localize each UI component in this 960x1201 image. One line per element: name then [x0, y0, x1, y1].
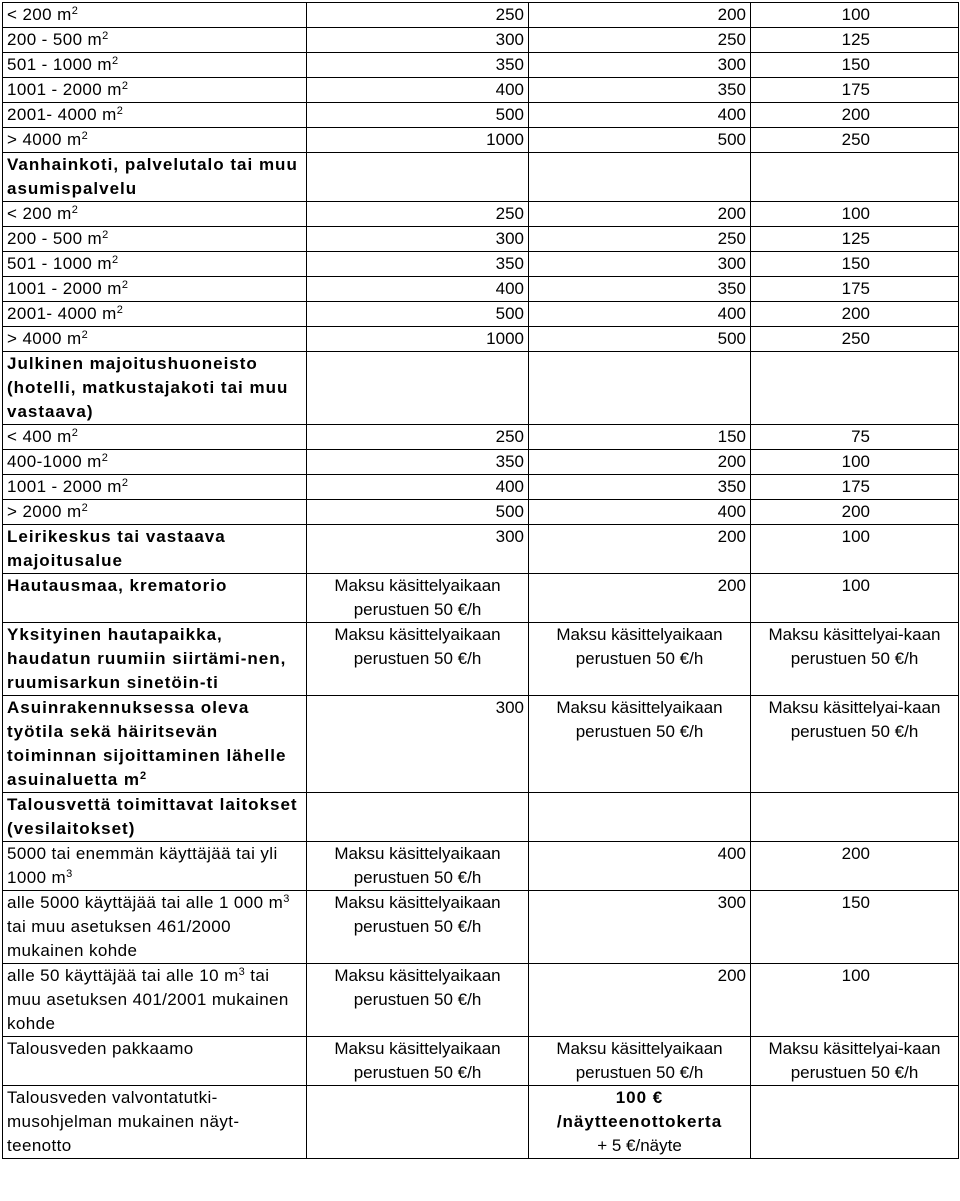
- row-label-text: Leirikeskus tai vastaava majoitusalue: [7, 527, 226, 570]
- fee-cell-col-1: [307, 1086, 529, 1159]
- table-row: [3, 793, 959, 842]
- row-label-text: 2001- 4000 m: [7, 304, 117, 323]
- fee-cell-col-2: Maksu käsittelyaikaan perustuen 50 €/h: [529, 623, 751, 696]
- fee-cell-col-2: [529, 153, 751, 202]
- row-label-text: 1001 - 2000 m: [7, 80, 122, 99]
- table-row: [3, 202, 959, 227]
- unit-exponent: 2: [140, 770, 148, 782]
- fee-cell-col-1: 350: [307, 450, 529, 475]
- row-label: [3, 53, 307, 78]
- fee-cell-col-3: 100: [751, 3, 959, 28]
- table-row: [3, 964, 959, 1037]
- fee-cell-col-1: 400: [307, 475, 529, 500]
- row-label-text: Asuinrakennuksessa oleva työtila sekä häiritsevän toiminnan sijoittaminen lähelle asuinaluetta m: [7, 698, 287, 789]
- row-label: [3, 302, 307, 327]
- fee-cell-col-2: 350: [529, 277, 751, 302]
- row-label: [3, 475, 307, 500]
- fee-cell-col-3: [751, 352, 959, 425]
- fee-cell-col-1: Maksu käsittelyaikaan perustuen 50 €/h: [307, 842, 529, 891]
- unit-exponent: 2: [121, 477, 129, 489]
- table-row: [3, 425, 959, 450]
- fee-cell-col-3: 100: [751, 525, 959, 574]
- fee-cell-col-3: 100: [751, 964, 959, 1037]
- table-row: [3, 128, 959, 153]
- table-row: [3, 103, 959, 128]
- fee-cell-col-2: 250: [529, 28, 751, 53]
- row-label: [3, 252, 307, 277]
- row-label: [3, 327, 307, 352]
- unit-exponent: 2: [102, 30, 109, 42]
- table-row: [3, 153, 959, 202]
- row-label-text: Julkinen majoitushuoneisto (hotelli, matkustajakoti tai muu vastaava): [7, 354, 289, 421]
- row-label: [3, 128, 307, 153]
- unit-exponent: 2: [111, 254, 119, 266]
- fee-cell-col-2: 400: [529, 500, 751, 525]
- fee-cell-col-1: Maksu käsittelyaikaan perustuen 50 €/h: [307, 574, 529, 623]
- fee-cell-col-2: 350: [529, 78, 751, 103]
- fee-cell-col-2: 150: [529, 425, 751, 450]
- fee-cell-col-3: [751, 793, 959, 842]
- sample-surcharge: + 5 €/näyte: [597, 1136, 682, 1155]
- fee-cell-col-1: 300: [307, 227, 529, 252]
- row-label-text: Talousveden pakkaamo: [7, 1039, 194, 1058]
- fee-cell-col-1: 300: [307, 696, 529, 793]
- unit-exponent: 2: [81, 502, 89, 514]
- row-label: [3, 78, 307, 103]
- fee-cell-col-1: 400: [307, 277, 529, 302]
- row-label-text: Talousveden valvontatutki-musohjelman mukainen näyt-teenotto: [7, 1088, 240, 1155]
- fee-cell-col-2: 200: [529, 525, 751, 574]
- table-row: [3, 227, 959, 252]
- fee-cell-col-1: 300: [307, 525, 529, 574]
- fee-cell-col-3: 200: [751, 103, 959, 128]
- unit-exponent: 2: [81, 130, 89, 142]
- table-row: [3, 500, 959, 525]
- row-label-text: < 400 m: [7, 427, 72, 446]
- row-label-text: 1001 - 2000 m: [7, 477, 122, 496]
- row-label: [3, 574, 307, 623]
- fee-cell-col-1: Maksu käsittelyaikaan perustuen 50 €/h: [307, 623, 529, 696]
- fee-cell-col-2: 350: [529, 475, 751, 500]
- fee-cell-col-2: 300: [529, 53, 751, 78]
- fee-cell-col-3: 175: [751, 475, 959, 500]
- unit-exponent: 2: [71, 204, 79, 216]
- table-row: [3, 302, 959, 327]
- row-label: [3, 202, 307, 227]
- unit-exponent: 2: [116, 105, 124, 117]
- fee-cell-col-2: 500: [529, 327, 751, 352]
- row-label-text: Talousvettä toimittavat laitokset (vesilaitokset): [7, 795, 298, 838]
- row-label: [3, 1086, 307, 1159]
- fee-cell-col-3: 200: [751, 500, 959, 525]
- fee-cell-col-1: 300: [307, 28, 529, 53]
- fee-cell-col-2: Maksu käsittelyaikaan perustuen 50 €/h: [529, 1037, 751, 1086]
- fee-cell-col-3: 175: [751, 277, 959, 302]
- unit-exponent: 3: [238, 966, 246, 978]
- fee-cell-col-1: 500: [307, 103, 529, 128]
- table-row: [3, 1037, 959, 1086]
- fee-cell-col-2: 500: [529, 128, 751, 153]
- fee-cell-col-3: Maksu käsittelyai-kaan perustuen 50 €/h: [751, 696, 959, 793]
- fee-cell-col-3: Maksu käsittelyai-kaan perustuen 50 €/h: [751, 623, 959, 696]
- table-row: [3, 696, 959, 793]
- fee-cell-col-1: [307, 793, 529, 842]
- fee-cell-col-3: 125: [751, 227, 959, 252]
- fee-cell-col-2: 250: [529, 227, 751, 252]
- fee-cell-col-1: 250: [307, 425, 529, 450]
- row-label: [3, 891, 307, 964]
- row-label: [3, 1037, 307, 1086]
- fee-cell-col-3: Maksu käsittelyai-kaan perustuen 50 €/h: [751, 1037, 959, 1086]
- row-label: [3, 352, 307, 425]
- fee-cell-col-3: 75: [751, 425, 959, 450]
- fee-cell-col-3: 100: [751, 450, 959, 475]
- unit-exponent: 2: [71, 5, 79, 17]
- fee-cell-col-2: [529, 1086, 751, 1159]
- row-label-text: alle 50 käyttäjää tai alle 10 m: [7, 966, 239, 985]
- row-label-text: 200 - 500 m: [7, 229, 103, 248]
- fee-cell-col-2: 200: [529, 964, 751, 1037]
- fee-cell-col-2: 200: [529, 450, 751, 475]
- unit-exponent: 2: [81, 329, 89, 341]
- table-row: [3, 28, 959, 53]
- row-label-text: Yksityinen hautapaikka, haudatun ruumiin siirtämi-nen, ruumisarkun sinetöin-ti: [7, 625, 287, 692]
- fee-cell-col-3: 100: [751, 574, 959, 623]
- unit-exponent: 2: [121, 279, 129, 291]
- table-row: [3, 475, 959, 500]
- fee-cell-col-3: 125: [751, 28, 959, 53]
- fee-cell-col-3: 250: [751, 128, 959, 153]
- row-label: [3, 842, 307, 891]
- fee-cell-col-2: 200: [529, 3, 751, 28]
- fee-cell-col-2: 300: [529, 252, 751, 277]
- fee-cell-col-2: 300: [529, 891, 751, 964]
- fee-cell-col-2: [529, 793, 751, 842]
- row-label: [3, 964, 307, 1037]
- row-label: [3, 103, 307, 128]
- fee-cell-col-1: 1000: [307, 128, 529, 153]
- row-label: [3, 277, 307, 302]
- fee-cell-col-2: 200: [529, 574, 751, 623]
- fee-cell-col-3: 100: [751, 202, 959, 227]
- table-row: [3, 450, 959, 475]
- unit-exponent: 3: [66, 868, 73, 880]
- row-label: [3, 500, 307, 525]
- unit-exponent: 2: [101, 452, 109, 464]
- row-label-text: alle 5000 käyttäjää tai alle 1 000 m: [7, 893, 284, 912]
- fee-cell-col-1: 350: [307, 252, 529, 277]
- fee-cell-col-1: [307, 352, 529, 425]
- fee-cell-col-2: [529, 352, 751, 425]
- row-label-text: > 2000 m: [7, 502, 82, 521]
- row-label-text: Vanhainkoti, palvelutalo tai muu asumispalvelu: [7, 155, 298, 198]
- fee-table: [2, 2, 959, 1159]
- row-label-text: 501 - 1000 m: [7, 55, 112, 74]
- fee-cell-col-1: Maksu käsittelyaikaan perustuen 50 €/h: [307, 1037, 529, 1086]
- row-label: [3, 28, 307, 53]
- row-label-text: Hautausmaa, krematorio: [7, 576, 228, 595]
- row-label: [3, 623, 307, 696]
- row-label: [3, 425, 307, 450]
- row-label: [3, 227, 307, 252]
- row-label-tail: tai muu asetuksen 461/2000 mukainen kohde: [7, 917, 231, 960]
- row-label-text: < 200 m: [7, 5, 72, 24]
- fee-cell-col-2: Maksu käsittelyaikaan perustuen 50 €/h: [529, 696, 751, 793]
- row-label-text: < 200 m: [7, 204, 72, 223]
- fee-cell-col-2: 400: [529, 842, 751, 891]
- table-row: [3, 78, 959, 103]
- fee-cell-col-3: 150: [751, 252, 959, 277]
- row-label-tail: tai muu asetuksen 401/2001 mukainen kohde: [7, 966, 289, 1033]
- table-row: [3, 623, 959, 696]
- fee-cell-col-1: [307, 153, 529, 202]
- fee-cell-col-1: Maksu käsittelyaikaan perustuen 50 €/h: [307, 891, 529, 964]
- fee-cell-col-3: 150: [751, 53, 959, 78]
- row-label: [3, 450, 307, 475]
- fee-cell-col-3: 150: [751, 891, 959, 964]
- row-label: [3, 696, 307, 793]
- fee-cell-col-3: 250: [751, 327, 959, 352]
- fee-cell-col-1: 250: [307, 3, 529, 28]
- table-row: [3, 327, 959, 352]
- fee-cell-col-2: 400: [529, 302, 751, 327]
- fee-table-body: [3, 3, 959, 1159]
- row-label: [3, 153, 307, 202]
- fee-cell-col-2: 400: [529, 103, 751, 128]
- row-label: [3, 525, 307, 574]
- row-label: [3, 3, 307, 28]
- unit-exponent: 2: [71, 427, 79, 439]
- table-row: [3, 525, 959, 574]
- fee-cell-col-1: 500: [307, 500, 529, 525]
- row-label-text: 1001 - 2000 m: [7, 279, 122, 298]
- fee-cell-col-1: 500: [307, 302, 529, 327]
- row-label-text: > 4000 m: [7, 130, 82, 149]
- fee-cell-col-3: [751, 1086, 959, 1159]
- table-row: [3, 3, 959, 28]
- table-row: [3, 277, 959, 302]
- row-label: [3, 793, 307, 842]
- fee-cell-col-3: 200: [751, 302, 959, 327]
- table-row: [3, 891, 959, 964]
- table-row: [3, 53, 959, 78]
- row-label-text: 501 - 1000 m: [7, 254, 112, 273]
- fee-cell-col-1: 1000: [307, 327, 529, 352]
- fee-cell-col-1: Maksu käsittelyaikaan perustuen 50 €/h: [307, 964, 529, 1037]
- fee-cell-col-3: 175: [751, 78, 959, 103]
- table-row: [3, 842, 959, 891]
- fee-cell-col-1: 250: [307, 202, 529, 227]
- fee-cell-col-2: 200: [529, 202, 751, 227]
- table-row: [3, 352, 959, 425]
- row-label-text: 400-1000 m: [7, 452, 102, 471]
- fee-cell-col-1: 400: [307, 78, 529, 103]
- row-label-text: 2001- 4000 m: [7, 105, 117, 124]
- table-row: [3, 252, 959, 277]
- table-row: [3, 1086, 959, 1159]
- fee-cell-col-1: 350: [307, 53, 529, 78]
- unit-exponent: 2: [111, 55, 119, 67]
- fee-cell-col-3: 200: [751, 842, 959, 891]
- unit-exponent: 3: [283, 893, 290, 905]
- unit-exponent: 2: [102, 229, 109, 241]
- row-label-text: > 4000 m: [7, 329, 82, 348]
- table-row: [3, 574, 959, 623]
- unit-exponent: 2: [116, 304, 124, 316]
- sample-fee: 100 € /näytteenottokerta: [556, 1088, 723, 1131]
- unit-exponent: 2: [121, 80, 129, 92]
- row-label-text: 5000 tai enemmän käyttäjää tai yli 1000 m: [7, 844, 278, 887]
- fee-cell-col-3: [751, 153, 959, 202]
- row-label-text: 200 - 500 m: [7, 30, 103, 49]
